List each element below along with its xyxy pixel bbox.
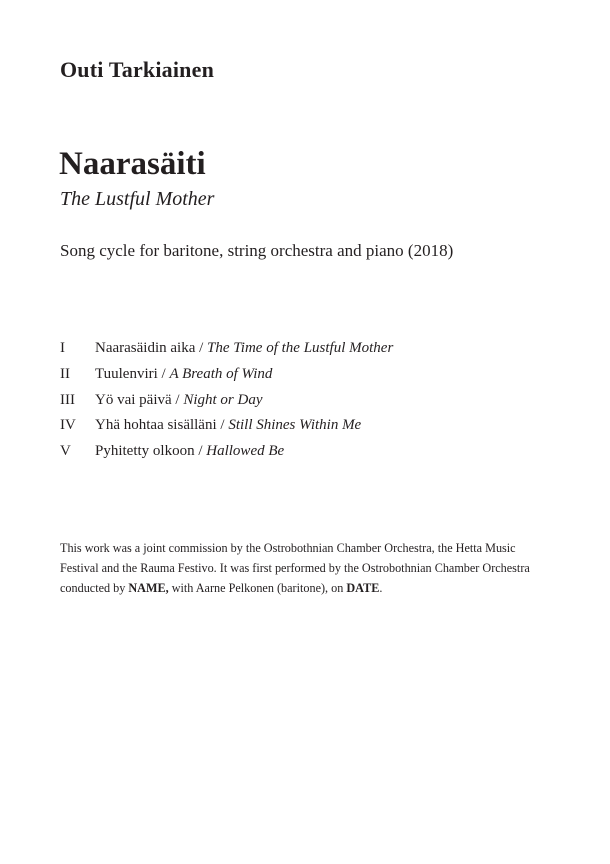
movement-item	[60, 440, 393, 466]
movement-list	[60, 337, 393, 466]
movement-separator: /	[194, 443, 207, 460]
movement-numeral: III	[60, 391, 75, 408]
movement-item	[60, 337, 393, 363]
movement-separator: /	[216, 417, 229, 434]
movement-english-title: Still Shines Within Me	[228, 417, 362, 434]
movement-numeral: V	[60, 443, 71, 460]
movement-separator: /	[195, 340, 208, 356]
work-subtitle: The Lustful Mother	[60, 188, 215, 210]
note-text: This work was a joint commission by the Ostrobothnian Chamber Orchestra, the Hetta Music Festival and the Rauma Festivo. It was first performed by the Ostrobothnian Chamber Orchestra conducted by	[60, 541, 530, 595]
movement-numeral: IV	[60, 417, 76, 434]
composer-name: Outi Tarkiainen	[60, 57, 215, 82]
movement-separator: /	[157, 365, 170, 382]
movement-item	[60, 414, 393, 440]
movement-finnish-title: Tuulenviri	[95, 365, 158, 382]
movement-item	[60, 363, 393, 389]
movement-english-title: Night or Day	[183, 391, 263, 408]
note-text: with Aarne Pelkonen (baritone), on	[168, 581, 347, 595]
movement-english-title: Hallowed Be	[206, 443, 285, 460]
movement-finnish-title: Yhä hohtaa sisälläni	[95, 417, 217, 434]
movement-english-title: A Breath of Wind	[169, 365, 273, 382]
movement-numeral: II	[60, 365, 70, 382]
conductor-placeholder: NAME,	[128, 581, 169, 595]
movement-english-title: The Time of the Lustful Mother	[207, 340, 394, 356]
movement-finnish-title: Yö vai päivä	[95, 391, 172, 408]
commission-note	[60, 538, 550, 598]
work-description: Song cycle for baritone, string orchestra and piano (2018)	[60, 241, 454, 260]
movement-numeral: I	[60, 340, 65, 356]
movement-item	[60, 389, 393, 415]
movement-separator: /	[171, 391, 184, 408]
movement-finnish-title: Pyhitetty olkoon	[95, 443, 195, 460]
movement-finnish-title: Naarasäidin aika	[95, 340, 196, 356]
work-title: Naarasäiti	[59, 146, 206, 182]
date-placeholder: DATE	[346, 581, 380, 595]
note-text: .	[379, 581, 383, 595]
